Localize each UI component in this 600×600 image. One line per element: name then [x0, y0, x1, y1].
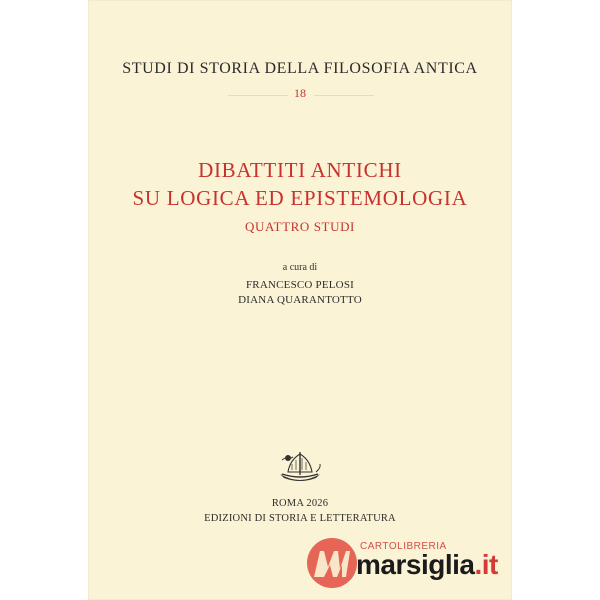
editor-name-2: DIANA QUARANTOTTO: [238, 294, 362, 306]
series-number: 18: [294, 86, 306, 100]
watermark-brand: [356, 549, 498, 581]
edited-by-label: a cura di: [282, 262, 318, 273]
series-title: STUDI DI STORIA DELLA FILOSOFIA ANTICA: [122, 60, 478, 77]
book-title-line-2: SU LOGICA ED EPISTEMOLOGIA: [132, 186, 468, 210]
book-subtitle: QUATTRO STUDI: [245, 219, 355, 234]
imprint-place-year: ROMA 2026: [271, 498, 329, 509]
publisher-ship-logo-icon: [276, 448, 324, 486]
book-cover: [88, 0, 512, 600]
imprint: [88, 496, 512, 526]
store-watermark: [306, 535, 542, 591]
book-title: [88, 156, 512, 212]
watermark-small-text: CARTOLIBRERIA: [360, 541, 447, 552]
book-title-line-1: DIBATTITI ANTICHI: [198, 158, 402, 182]
editors: [88, 278, 512, 308]
imprint-publisher: EDIZIONI DI STORIA E LETTERATURA: [204, 513, 396, 524]
editor-name-1: FRANCESCO PELOSI: [245, 279, 355, 291]
watermark-brand-name: marsiglia: [356, 549, 475, 580]
watermark-brand-tld: .it: [474, 549, 498, 580]
